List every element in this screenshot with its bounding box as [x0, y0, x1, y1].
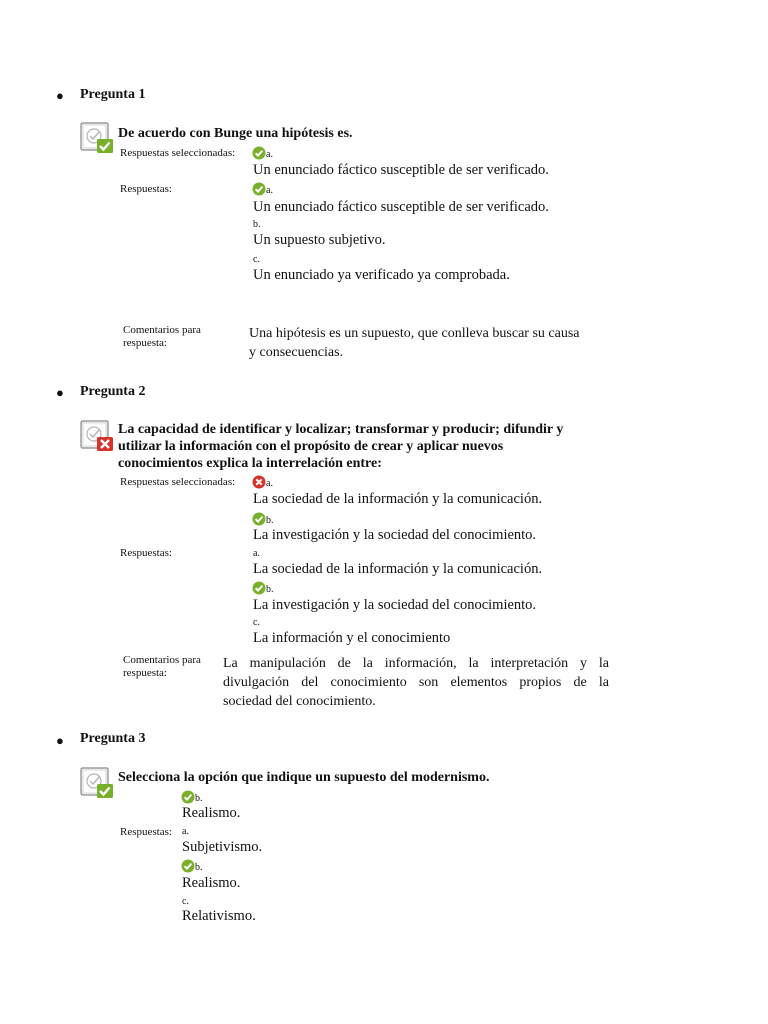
question-1-prompt: De acuerdo con Bunge una hipótesis es.: [118, 126, 353, 141]
option-letter: a.: [266, 478, 273, 489]
question-3-label: Pregunta 3: [80, 731, 146, 746]
check-circle-icon: [181, 790, 195, 804]
answers-label: Respuestas:: [120, 547, 172, 559]
selected-answer: [181, 790, 203, 804]
option-letter: a.: [266, 149, 273, 160]
answer-text: Un enunciado fáctico susceptible de ser verificado.: [253, 199, 549, 215]
selected-answer: [252, 512, 274, 526]
selected-answers-label: Respuestas seleccionadas:: [120, 476, 236, 488]
check-badge-icon: [80, 122, 114, 154]
option-letter: b.: [195, 793, 203, 804]
option-letter: b.: [266, 515, 274, 526]
comment-label: Comentarios para respuesta:: [123, 654, 201, 679]
question-1-label: Pregunta 1: [80, 87, 146, 102]
option-letter: b.: [266, 584, 274, 595]
x-circle-icon: [252, 475, 266, 489]
check-circle-icon: [252, 581, 266, 595]
answer-text: La sociedad de la información y la comunicación.: [253, 561, 543, 577]
selected-answer-text: Un enunciado fáctico susceptible de ser verificado.: [253, 162, 549, 178]
check-circle-icon: [252, 512, 266, 526]
answer-option: [252, 182, 273, 196]
option-letter: a.: [253, 548, 260, 559]
answer-text: Relativismo.: [182, 908, 256, 924]
comment-text: Una hipótesis es un supuesto, que conlleva buscar su causa y consecuencias.: [249, 326, 580, 360]
selected-answer: [252, 146, 273, 160]
answer-text: Realismo.: [182, 875, 241, 891]
selected-answers-label: Respuestas seleccionadas:: [120, 147, 236, 159]
bullet-icon: ●: [56, 385, 64, 400]
option-letter: c.: [253, 254, 260, 265]
question-2-prompt: La capacidad de identificar y localizar; transformar y producir; difundir y utilizar la información con el propósito de crear y aplicar nuevos conocimientos explica la interrelación entre:: [118, 422, 564, 471]
option-letter: a.: [182, 826, 189, 837]
check-circle-icon: [181, 859, 195, 873]
selected-answer-text: La sociedad de la información y la comunicación.: [253, 491, 543, 507]
option-letter: b.: [195, 862, 203, 873]
check-circle-icon: [252, 182, 266, 196]
bullet-icon: ●: [56, 88, 64, 103]
check-circle-icon: [252, 146, 266, 160]
selected-answer: [252, 475, 273, 489]
answer-option: [252, 581, 274, 595]
x-badge-icon: [80, 420, 114, 452]
comment-text: La manipulación de la información, la interpretación y la divulgación del conocimiento son elementos propios de la sociedad del conocimiento.: [223, 656, 609, 709]
answer-option: [181, 859, 203, 873]
answer-text: La investigación y la sociedad del conocimiento.: [253, 597, 537, 613]
option-letter: a.: [266, 185, 273, 196]
answer-text: Subjetivismo.: [182, 839, 263, 855]
selected-answer-text: La investigación y la sociedad del conocimiento.: [253, 527, 537, 543]
answers-label: Respuestas:: [120, 183, 172, 195]
answer-text: Un supuesto subjetivo.: [253, 232, 386, 248]
selected-answer-text: Realismo.: [182, 805, 241, 821]
answer-text: La información y el conocimiento: [253, 630, 451, 646]
answer-text: Un enunciado ya verificado ya comprobada.: [253, 267, 510, 283]
question-3-prompt: Selecciona la opción que indique un supuesto del modernismo.: [118, 770, 490, 785]
question-2-label: Pregunta 2: [80, 384, 146, 399]
check-badge-icon: [80, 767, 114, 799]
comment-label: Comentarios para respuesta:: [123, 324, 201, 349]
option-letter: c.: [253, 617, 260, 628]
option-letter: c.: [182, 896, 189, 907]
answers-label: Respuestas:: [120, 826, 172, 838]
bullet-icon: ●: [56, 733, 64, 748]
option-letter: b.: [253, 219, 261, 230]
